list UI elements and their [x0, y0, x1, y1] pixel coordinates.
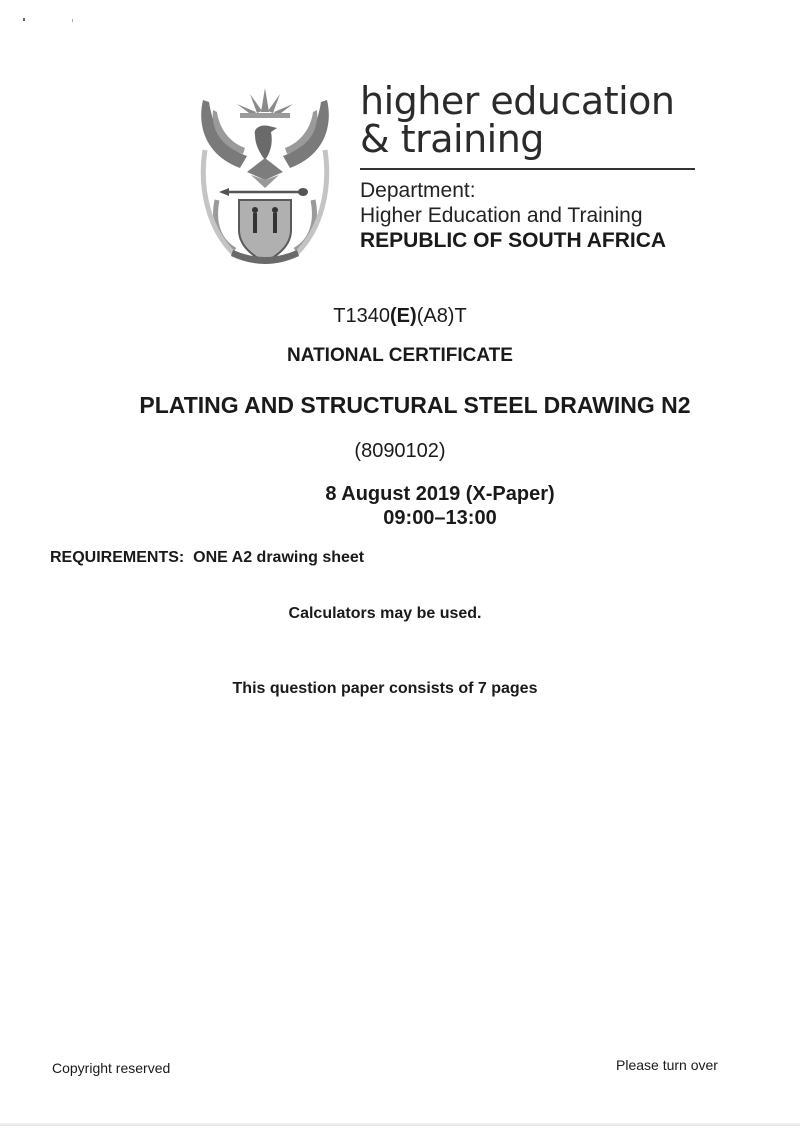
certificate-title: NATIONAL CERTIFICATE	[287, 345, 513, 366]
paper-code	[0, 305, 800, 328]
footer-copyright: Copyright reserved	[52, 1060, 171, 1076]
department-label: Department:	[360, 179, 476, 202]
footer-turn-over: Please turn over	[616, 1057, 718, 1073]
scan-speck	[23, 18, 25, 21]
exam-datetime	[40, 482, 800, 530]
paper-code-language: (E)	[390, 305, 417, 327]
paper-code-prefix: T1340	[333, 305, 391, 327]
subject-title: PLATING AND STRUCTURAL STEEL DRAWING N2	[139, 392, 691, 418]
paper-code-suffix: (A8)T	[416, 305, 467, 327]
brand-line1: higher education	[360, 79, 675, 123]
brand-divider	[360, 168, 695, 170]
page-edge	[0, 1123, 800, 1126]
exam-time: 09:00–13:00	[383, 507, 497, 529]
brand-text	[360, 80, 705, 253]
country-name: REPUBLIC OF SOUTH AFRICA	[360, 229, 667, 252]
department-name: Higher Education and Training	[360, 204, 643, 227]
calculator-note: Calculators may be used.	[288, 605, 482, 622]
scan-speck	[72, 19, 73, 22]
requirements: REQUIREMENTS: ONE A2 drawing sheet	[50, 549, 365, 566]
south-africa-coat-of-arms-icon	[195, 80, 335, 270]
page-count-note: This question paper consists of 7 pages	[232, 680, 538, 697]
brand-line2: & training	[360, 117, 544, 161]
subject-code: (8090102)	[354, 440, 446, 462]
exam-date: 8 August 2019 (X-Paper)	[325, 483, 555, 505]
department-logo	[195, 80, 705, 275]
